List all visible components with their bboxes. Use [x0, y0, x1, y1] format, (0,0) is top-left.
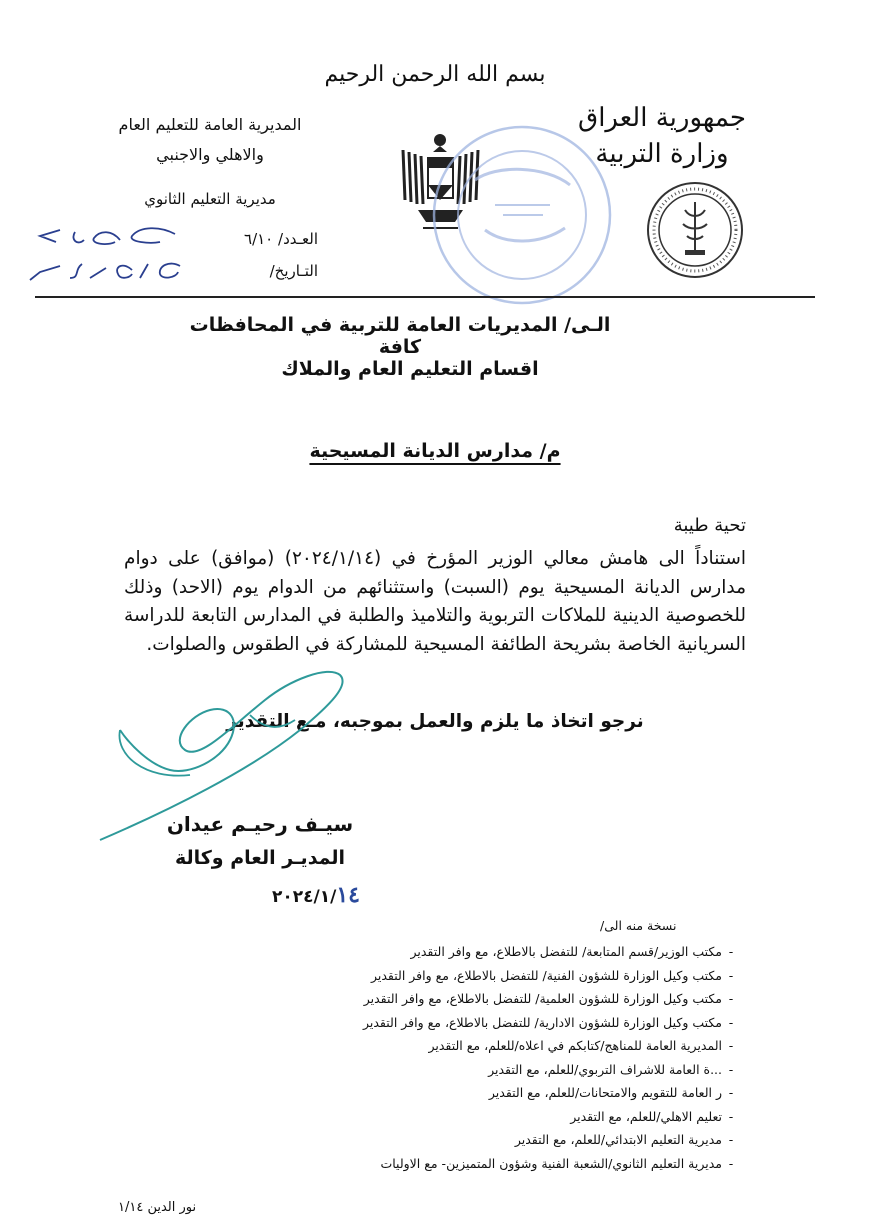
closing-line: نرجو اتخاذ ما يلزم والعمل بموجبه، مـع التقدير [226, 711, 644, 732]
header-divider [35, 296, 815, 298]
subject-text: م/ مدارس الديانة المسيحية [309, 440, 561, 462]
basmala: بسم الله الرحمن الرحيم [324, 62, 546, 87]
cc-item: -مكتب الوزير/قسم المتابعة/ للتفضل بالاطلاع، مع وافر التقدير [410, 944, 734, 959]
secondary-directorate: مديرية التعليم الثانوي [144, 190, 276, 208]
handwritten-number-mark [20, 222, 190, 252]
reference-number: العـدد/ ٦/١٠ [244, 230, 318, 248]
subject-line [300, 440, 570, 462]
cc-item: -...ة العامة للاشراف التربوي/للعلم، مع التقدير [488, 1061, 734, 1077]
body-paragraph: استناداً الى هامش معالي الوزير المؤرخ في (٢٠٢٤/١/١٤) (موافق) على دوام مدارس الديانة المسيحية يوم (السبت) واستثنائهم من الدوام يوم (الاحد) وذلك للخصوصية الدينية للملاكات التربوية والتلاميذ والطلبة في المدارس التابعة للدراسة السريانية الخاصة بشريحة الطائفة المسيحية للمشاركة في الطقوس والصلوات. [124, 548, 747, 655]
cc-item: -مكتب وكيل الوزارة للشؤون الادارية/ للتفضل بالاطلاع، مع وافر التقدير [362, 1014, 734, 1030]
general-directorate-line1: المديرية العامة للتعليم العام [118, 115, 302, 134]
blue-ink-stamp-icon [425, 120, 620, 310]
ministry-round-seal-icon [645, 180, 745, 280]
signature-date [230, 882, 360, 908]
cc-item: -مكتب وكيل الوزارة للشؤون العلمية/ للتفضل بالاطلاع، مع وافر التقدير [363, 991, 734, 1006]
handwritten-date-mark [20, 256, 190, 286]
addressee-departments: اقسام التعليم العام والملاك [281, 358, 539, 380]
addressee-line: الـى/ المديريات العامة للتربية في المحافظات كافة [189, 314, 611, 358]
general-directorate [100, 110, 320, 170]
cc-label: نسخة منه الى/ [600, 918, 677, 933]
cc-item: -مديرية التعليم الابتدائي/للعلم، مع التقدير [514, 1132, 734, 1147]
signature-date-printed: ٢٠٢٤/١/ [272, 887, 337, 907]
signatory-name: سيـف رحيـم عيدان [166, 812, 354, 836]
cc-item: -مديرية التعليم الثانوي/الشعبة الفنية وشؤون المتميزين- مع الاوليات [380, 1155, 734, 1171]
cc-item: -تعليم الاهلي/للعلم، مع التقدير [570, 1108, 734, 1124]
cc-list [300, 940, 740, 1175]
ministry-name: وزارة التربية [595, 139, 729, 169]
typist-initials: نور الدين ١/١٤ [118, 1200, 197, 1215]
reference-date: التـاريخ/ [269, 262, 318, 280]
signature-date-handwritten: ١٤ [336, 882, 360, 908]
signatory-title: المديـر العام وكالة [174, 847, 346, 869]
general-directorate-line2: والاهلي والاجنبي [156, 145, 264, 164]
cc-item: -ر العامة للتقويم والامتحانات/للعلم، مع التقدير [488, 1085, 734, 1100]
greeting: تحية طيبة [673, 515, 746, 536]
cc-item: -مكتب وكيل الوزارة للشؤون الفنية/ للتفضل بالاطلاع، مع وافر التقدير [370, 967, 734, 983]
cc-item: -المديرية العامة للمناهج/كتابكم في اعلاه/للعلم، مع التقدير [428, 1038, 734, 1053]
ministry-country: جمهورية العراق [578, 103, 746, 133]
